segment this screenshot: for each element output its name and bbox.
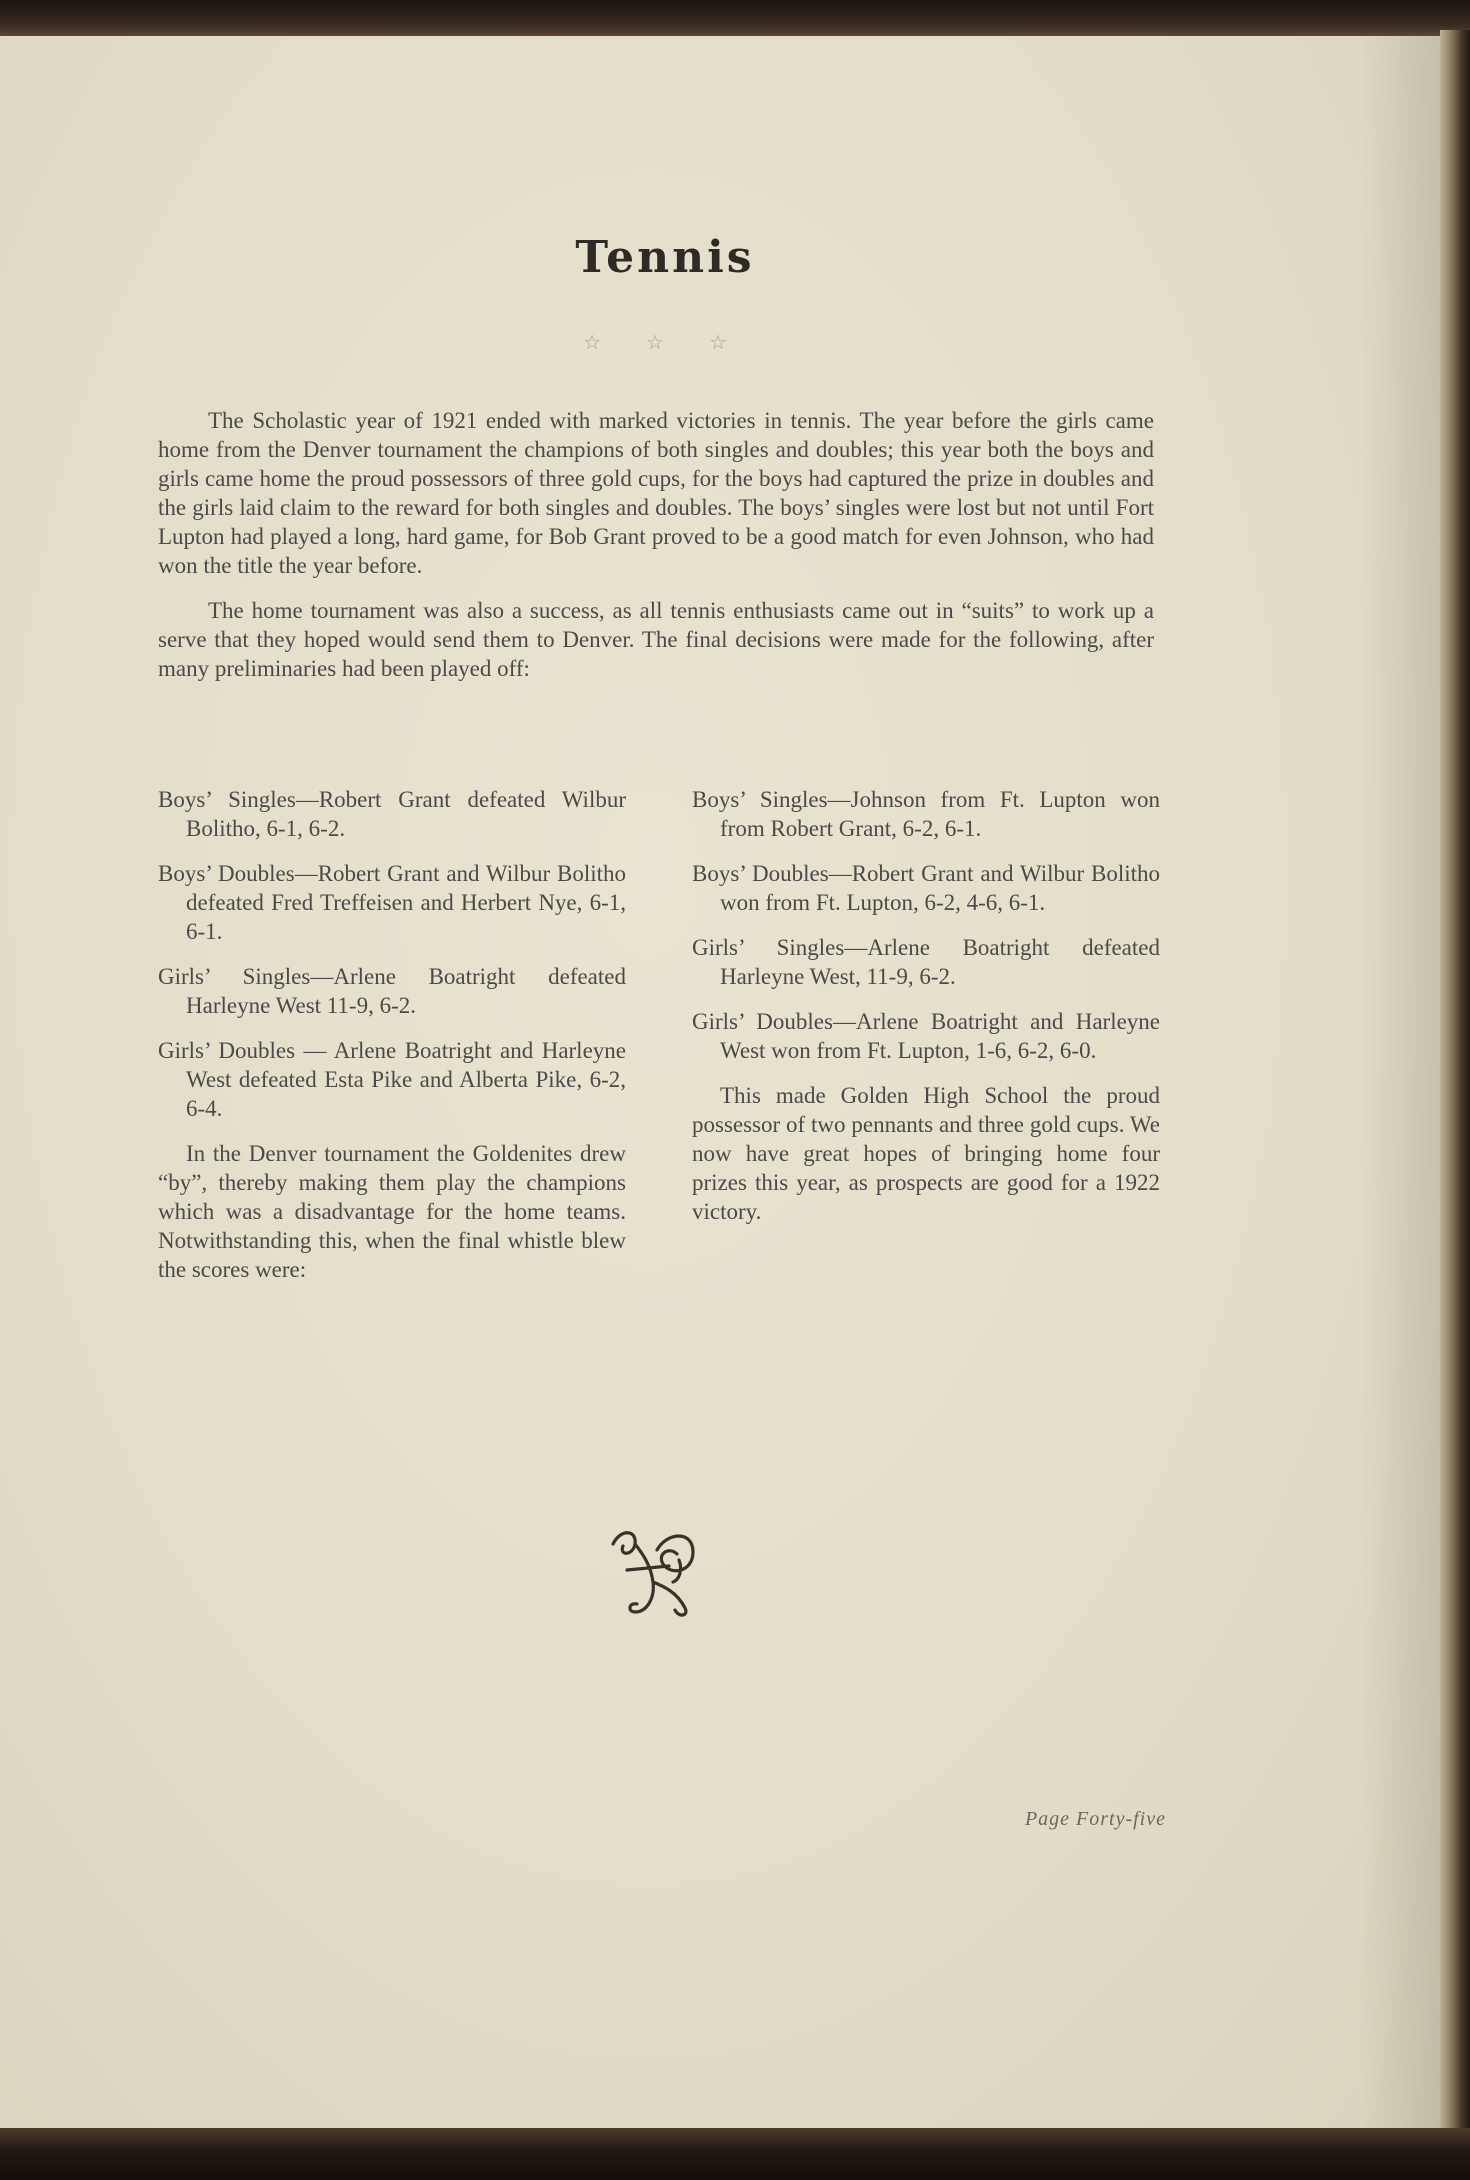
right-column [692, 785, 1160, 1226]
result-entry: Boys’ Doubles—Robert Grant and Wilbur Bolitho defeated Fred Treffeisen and Herbert Nye, 6-1, 6-1. [158, 861, 626, 944]
result-entry: Girls’ Doubles—Arlene Boatright and Harleyne West won from Ft. Lupton, 1-6, 6-2, 6-0. [692, 1009, 1160, 1063]
denver-tournament-paragraph: In the Denver tournament the Goldenites drew “by”, thereby making them play the champions which was a disadvantage for the home teams. Notwithstanding this, when the final whistle blew the scores were: [158, 1141, 626, 1282]
result-entry: Boys’ Singles—Johnson from Ft. Lupton won from Robert Grant, 6-2, 6-1. [692, 787, 1160, 841]
result-entry: Girls’ Doubles — Arlene Boatright and Harleyne West defeated Esta Pike and Alberta Pike, 6-2, 6-4. [158, 1038, 626, 1121]
result-entry: Girls’ Singles—Arlene Boatright defeated Harleyne West 11-9, 6-2. [158, 964, 626, 1018]
intro-paragraph: The home tournament was also a success, as all tennis enthusiasts came out in “suits” to work up a serve that they hoped would send them to Denver. The final decisions were made for the following, after many preliminaries had been played off: [158, 598, 1154, 681]
monogram-ornament-icon [607, 1520, 703, 1620]
book-right-edge [1440, 30, 1470, 2140]
page-number: Page Forty-five [1024, 1808, 1166, 1830]
page-curl-shadow [1360, 36, 1440, 2131]
page-title: Tennis [575, 232, 755, 283]
closing-paragraph: This made Golden High School the proud possessor of two pennants and three gold cups. We now have great hopes of bringing home four prizes this year, as prospects are good for a 1922 victory. [692, 1083, 1160, 1224]
result-entry: Boys’ Singles—Robert Grant defeated Wilbur Bolitho, 6-1, 6-2. [158, 787, 626, 841]
book-top-edge [0, 0, 1470, 36]
book-bottom-edge [0, 2128, 1470, 2180]
left-column [158, 785, 626, 1284]
intro-paragraph: The Scholastic year of 1921 ended with marked victories in tennis. The year before the girls came home from the Denver tournament the champions of both singles and doubles; this year both the boys and girls came home the proud possessors of three gold cups, for the boys had captured the prize in doubles and the girls laid claim to the reward for both singles and doubles. The boys’ singles were lost but not until Fort Lupton had played a long, hard game, for Bob Grant proved to be a good match for even Johnson, who had won the title the year before. [158, 408, 1154, 578]
result-entry: Boys’ Doubles—Robert Grant and Wilbur Bolitho won from Ft. Lupton, 6-2, 4-6, 6-1. [692, 861, 1160, 915]
star-divider: ☆ ☆ ☆ [583, 332, 747, 354]
result-entry: Girls’ Singles—Arlene Boatright defeated Harleyne West, 11-9, 6-2. [692, 935, 1160, 989]
intro-section [158, 406, 1154, 699]
